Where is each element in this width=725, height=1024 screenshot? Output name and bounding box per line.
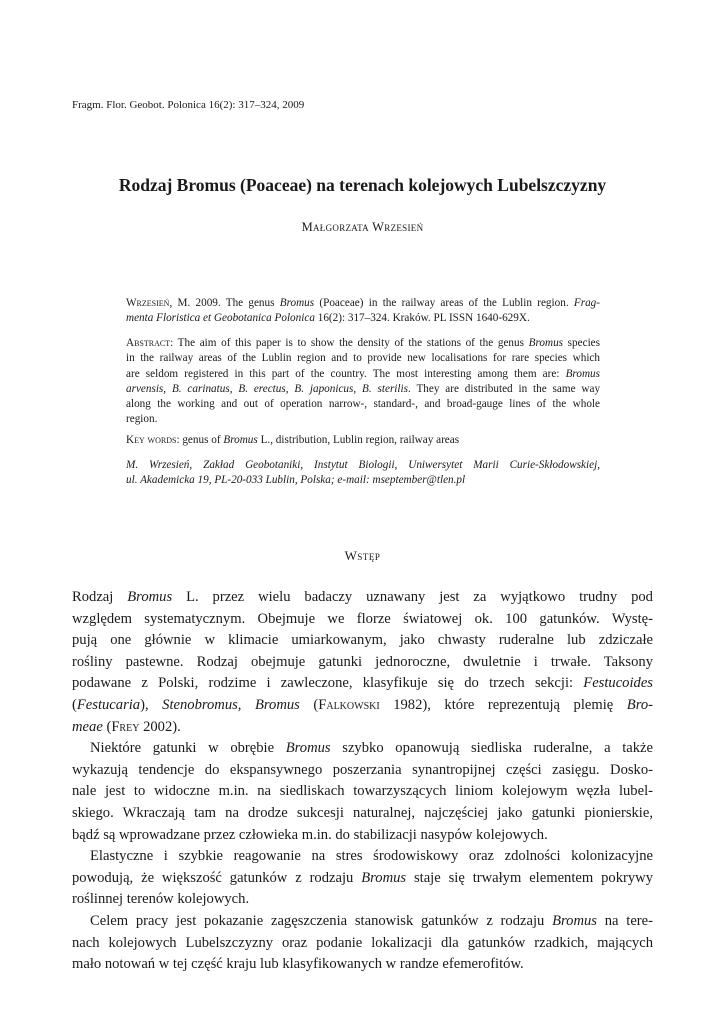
genus-name: Bromus (223, 434, 258, 446)
text-line: nale jest to widoczne m.in. na siedliskach towarzyszących liniom kolejowym węzła lubel- (72, 783, 653, 800)
journal-name: menta Floristica et Geobotanica Polonica (126, 312, 315, 325)
section-heading: Wstęp (344, 548, 381, 563)
abstract-label: Abstract (126, 337, 171, 349)
abstract-text: : The aim of this paper is to show the density of the stations of the genus (170, 337, 529, 349)
keywords-label: Key words (126, 434, 177, 446)
tribe-name: Bro- (626, 696, 653, 713)
citation-text: (Poaceae) in the railway areas of the Lublin region. (314, 297, 574, 309)
citation-text: 16(2): 317–324. Kraków. PL ISSN 1640-629X. (314, 312, 530, 325)
keywords-text: : genus of (176, 434, 224, 446)
key-words (126, 433, 600, 448)
species-name: B. carinatus (171, 382, 230, 395)
reference-author: Falkowski (318, 696, 380, 713)
text: 1982), które reprezentują plemię (379, 696, 627, 713)
abstract-text: . They are distributed in the same way (408, 382, 601, 395)
abstract-text: species (563, 337, 600, 349)
author-address (126, 458, 600, 489)
text-line: mało notowań w tej część kraju lub klasyfikowanych w randze efemerofitów. (72, 956, 524, 973)
address-line: M. Wrzesień, Zakład Geobotaniki, Instytut Biologii, Uniwersytet Marii Curie-Skłodowskiej, (126, 459, 600, 471)
text-line: pują one głównie w klimacie umiarkowanym, jako chwasty ruderalne lub zdziczałe (72, 632, 653, 649)
genus-name: Bromus (127, 589, 173, 605)
species-name: Bromus (565, 367, 600, 380)
abstract (126, 336, 600, 428)
paragraph (72, 846, 653, 911)
separator: , (163, 382, 172, 395)
text: 2002). (139, 718, 181, 735)
text-line: względem systematycznym. Obejmuje we florze światowej ok. 100 gatunków. Wystę- (72, 610, 653, 627)
text: ( (102, 718, 112, 735)
text: ), (140, 696, 163, 713)
paragraph (72, 911, 653, 976)
genus-name: Bromus (361, 869, 407, 886)
separator: , (353, 382, 363, 395)
abstract-text: region. (126, 413, 158, 426)
genus-name: Bromus (285, 740, 331, 757)
keywords-text: L., distribution, Lublin region, railway areas (257, 434, 460, 446)
text: podawane z Polski, rodzime i zawleczone, klasyfikuje się do trzech sekcji: (72, 675, 584, 692)
citation-text: , M. 2009. The genus (169, 297, 280, 309)
abstract-text: along the working and out of operation narrow-, standard-, and broad-gauge lines of the whole (126, 398, 600, 411)
abstract-text: are seldom registered in this part of the country. The most interesting among them are: (126, 367, 566, 380)
text-line: rośliny pastewne. Rodzaj obejmuje gatunki jednoroczne, dwuletnie i trwałe. Taksony (72, 653, 653, 670)
genus-name: Bromus (552, 912, 597, 929)
text: ( (72, 696, 77, 713)
journal-name: Frag- (573, 297, 600, 309)
paragraph (72, 738, 653, 846)
journal-citation-header: Fragm. Flor. Geobot. Polonica 16(2): 317–324, 2009 (72, 99, 305, 111)
abstract-text: in the railway areas of the Lublin region and to provide new localisations for rare species which (126, 352, 600, 365)
author-name: Małgorzata Wrzesień (301, 220, 424, 234)
text: Niektóre gatunki w obrębie (90, 740, 286, 757)
reference-author: Frey (111, 718, 140, 735)
text-line: skiego. Wkraczają tam na drodze sukcesji naturalnej, najczęściej jako gatunki pionierskie, (72, 804, 653, 821)
text: ( (299, 696, 319, 713)
text-line: bądź są wprowadzane przez człowieka m.in. do stabilizacji nasypów kolejowych. (72, 826, 548, 843)
genus-name: Bromus (528, 337, 564, 349)
paper-title: Rodzaj Bromus (Poaceae) na terenach kolejowych Lubelszczyzny (118, 175, 607, 195)
text: L. przez wielu badaczy uznawany jest za wyjątkowo trudny pod (172, 589, 653, 605)
section-name: Festucoides (583, 675, 653, 692)
tribe-name: meae (72, 718, 103, 735)
species-name: B. sterilis (362, 382, 408, 395)
text-line: nach kolejowych Lubelszczyzny oraz podanie lokalizacji dla gatunków rzadkich, mających (72, 934, 653, 951)
text-line: roślinnej terenów kolejowych. (72, 891, 250, 908)
paragraph (72, 587, 653, 738)
species-name: B. erectus (238, 382, 286, 395)
text: na tere- (596, 912, 653, 929)
separator: , (285, 382, 295, 395)
separator: , (229, 382, 239, 395)
section-name: Stenobromus, Bromus (162, 696, 300, 713)
text: powodują, że większość gatunków z rodzaju (72, 869, 362, 886)
section-name: Festucaria (76, 696, 141, 713)
text: staje się trwałym elementem pokrywy (406, 869, 653, 886)
text: szybko opanowują siedliska ruderalne, a także (330, 740, 653, 757)
species-name: arvensis (126, 382, 164, 395)
genus-name: Bromus (279, 297, 315, 309)
text-line: Elastyczne i szybkie reagowanie na stres środowiskowy oraz zdolności kolonizacyjne (90, 848, 653, 865)
address-line: ul. Akademicka 19, PL-20-033 Lublin, Polska; e-mail: mseptember@tlen.pl (126, 474, 466, 487)
text: Celem pracy jest pokazanie zagęszczenia stanowisk gatunków z rodzaju (90, 912, 553, 929)
citation-author: Wrzesień (126, 297, 170, 309)
text-line: wykazują tendencje do ekspansywnego poszerzania synantropijnej części zasięgu. Dosko- (72, 761, 653, 778)
text: Rodzaj (72, 589, 128, 605)
body-text (72, 587, 653, 976)
bibliographic-citation (126, 296, 600, 327)
species-name: B. japonicus (294, 382, 354, 395)
